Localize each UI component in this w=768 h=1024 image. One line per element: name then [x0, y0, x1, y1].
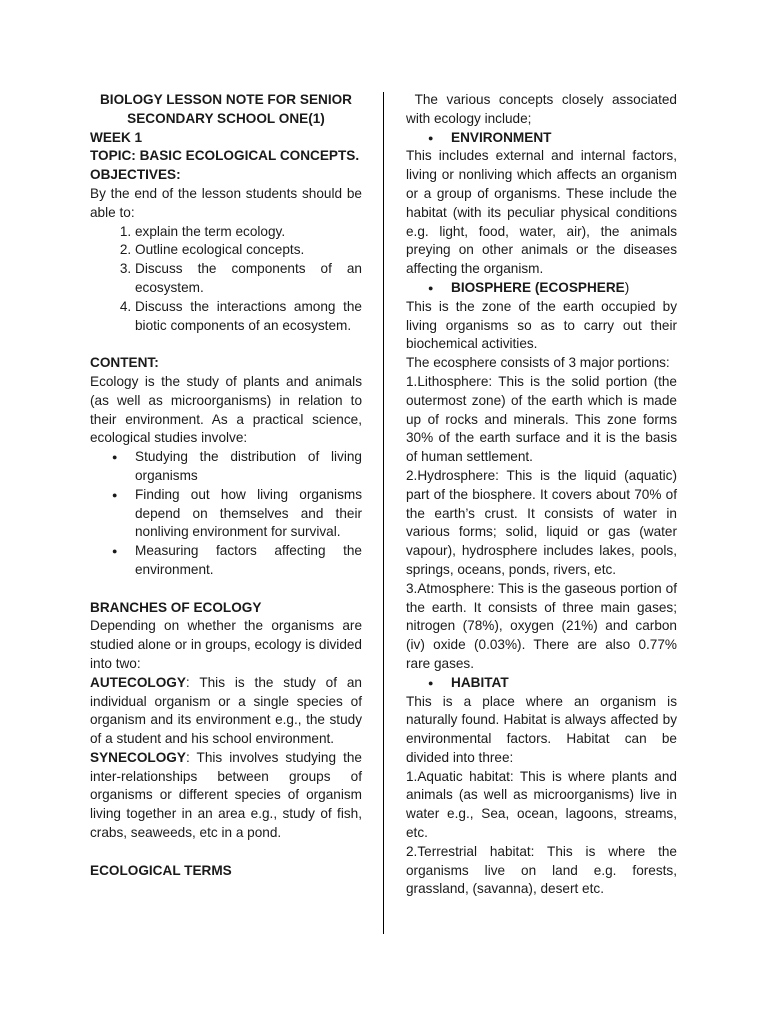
objectives-intro: By the end of the lesson students should be able to:: [90, 185, 362, 220]
objective-item: 1. explain the term ecology.: [135, 223, 362, 242]
aquatic-habitat-paragraph: 1.Aquatic habitat: This is where plants and animals (as well as microorganisms) live in water e.g., Sea, ocean, lagoons, streams, etc.: [406, 768, 677, 841]
autecology-text: : This is the study of an individual organism or a single species of organism and its environment e.g., the study of a student and his school environment.: [90, 674, 362, 747]
lithosphere-paragraph: 1.Lithosphere: This is the solid portion (the outermost zone) of the earth which is made up of rocks and minerals. This zone forms 30% of the earth surface and it is the basis of human settlement.: [406, 373, 677, 465]
content-heading: CONTENT:: [90, 355, 159, 371]
branches-paragraph: Depending on whether the organisms are studied alone or in groups, ecology is divided into two:: [90, 618, 362, 671]
environment-paragraph: This includes external and internal factors, living or nonliving which affects an organism or a group of organisms. These include the habitat (with its peculiar physical conditions e.g. light, food, water, air), the animals preying on other animals or the diseases affecting the organism.: [406, 148, 677, 277]
synecology-text: : This involves studying the inter-relationships between groups of organisms or different species of organism living together in an area e.g., study of fish, crabs, seaweeds, etc in a pond.: [90, 749, 362, 841]
biosphere-paragraph: This is the zone of the earth occupied by living organisms so as to carry out their biochemical activities.: [406, 298, 677, 352]
habitat-heading: ● HABITAT: [406, 674, 677, 693]
document-title: BIOLOGY LESSON NOTE FOR SENIOR SECONDARY SCHOOL ONE(1): [99, 92, 352, 126]
objective-item: 4. Discuss the interactions among the biotic components of an ecosystem.: [135, 298, 362, 336]
week-label: WEEK 1: [90, 129, 143, 145]
branches-heading: BRANCHES OF ECOLOGY: [90, 599, 262, 615]
hydrosphere-paragraph: 2.Hydrosphere: This is the liquid (aquatic) part of the biosphere. It covers about 70% of the earth’s crust. It consists of water in various forms; solid, liquid or gas (water vapour), hydrosphere includes lakes, pools, springs, oceans, ponds, rivers, etc.: [406, 467, 677, 577]
studies-list: [90, 448, 362, 580]
biosphere-heading-paren: ): [624, 279, 630, 295]
biosphere-heading-text: BIOSPHERE (ECOSPHERE: [451, 279, 625, 295]
objectives-heading: OBJECTIVES:: [90, 167, 181, 183]
autecology-paragraph: [90, 674, 362, 749]
environment-heading: ● ENVIRONMENT: [406, 129, 677, 148]
habitat-paragraph: This is a place where an organism is naturally found. Habitat is always affected by environmental factors. Habitat can be divided into three:: [406, 693, 677, 765]
objective-item: 2. Outline ecological concepts.: [135, 241, 362, 260]
study-item: ● Finding out how living organisms depend on themselves and their nonliving environment for survival.: [135, 486, 362, 542]
terrestrial-habitat-paragraph: 2.Terrestrial habitat: This is where the organisms live on land e.g. forests, grassland, (savanna), desert etc.: [406, 843, 677, 897]
column-divider: [383, 92, 384, 934]
synecology-term: SYNECOLOGY: [90, 749, 186, 765]
content-paragraph: Ecology is the study of plants and animals (as well as microorganisms) in relation to their environment. As a practical science, ecological studies involve:: [90, 373, 362, 446]
ecological-terms-heading: ECOLOGICAL TERMS: [90, 862, 232, 878]
atmosphere-paragraph: 3.Atmosphere: This is the gaseous portion of the earth. It consists of three main gases; nitrogen (78%), oxygen (21%) and carbon (iv) oxide (0.03%). There are also 0.77% rare gases.: [406, 580, 677, 671]
study-item: ● Studying the distribution of living organisms: [135, 448, 362, 486]
synecology-paragraph: [90, 749, 362, 843]
study-item: ● Measuring factors affecting the environment.: [135, 542, 362, 580]
objectives-list: [90, 223, 362, 336]
topic-label: TOPIC: BASIC ECOLOGICAL CONCEPTS.: [90, 148, 360, 164]
objective-item: 3. Discuss the components of an ecosystem.: [135, 260, 362, 298]
autecology-term: AUTECOLOGY: [90, 674, 186, 690]
concepts-intro: The various concepts closely associated with ecology include;: [406, 92, 681, 126]
right-column: [406, 91, 681, 899]
ecosphere-intro: The ecosphere consists of 3 major portions:: [406, 355, 670, 371]
biosphere-heading: [406, 279, 677, 298]
left-column: [90, 91, 362, 880]
